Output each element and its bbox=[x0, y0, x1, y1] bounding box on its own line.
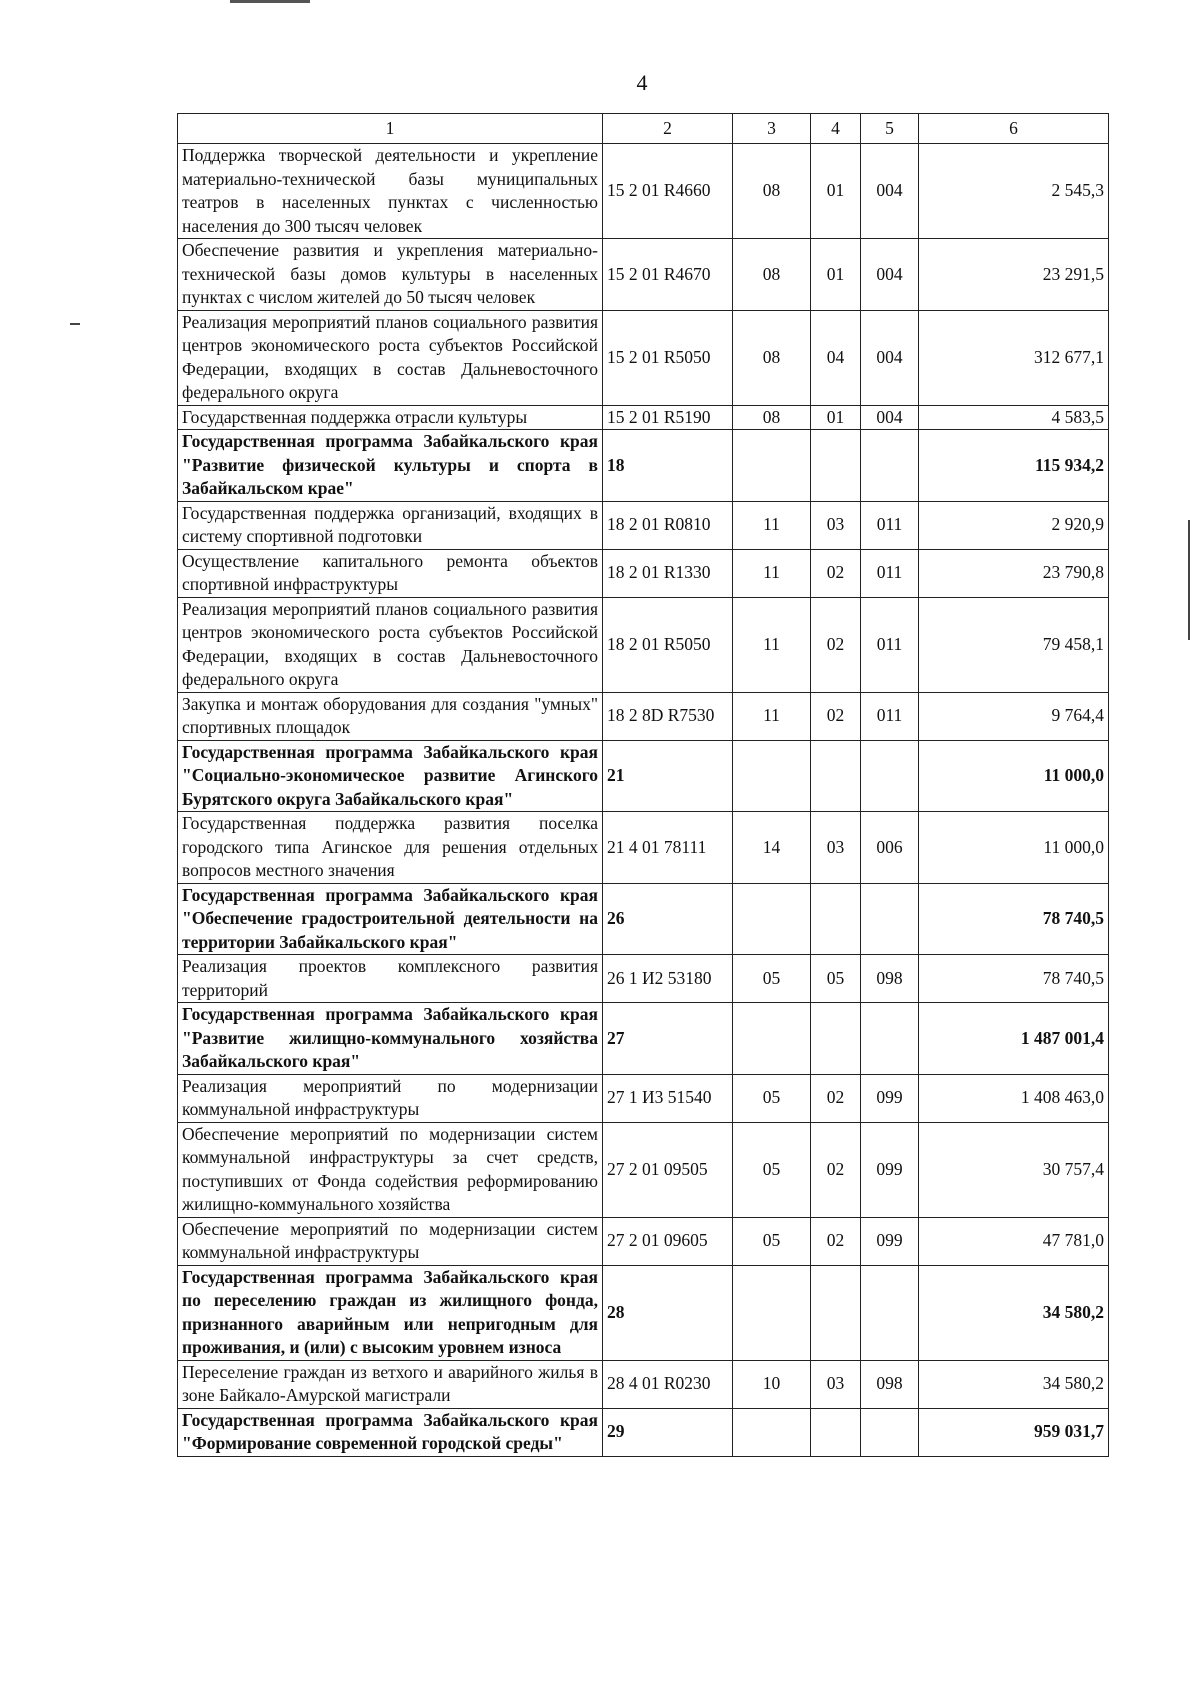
column-header: 3 bbox=[733, 114, 811, 144]
table-row bbox=[178, 239, 1109, 311]
row-amount-cell: 47 781,0 bbox=[919, 1217, 1109, 1265]
program-row bbox=[178, 1265, 1109, 1360]
row-subsection-cell: 01 bbox=[811, 405, 861, 430]
row-section-cell: 08 bbox=[733, 405, 811, 430]
row-amount-cell: 312 677,1 bbox=[919, 310, 1109, 405]
scan-artifact-line bbox=[230, 0, 310, 3]
table-body bbox=[178, 144, 1109, 1457]
row-amount-cell: 79 458,1 bbox=[919, 597, 1109, 692]
row-ministry-cell: 011 bbox=[861, 692, 919, 740]
table-row bbox=[178, 144, 1109, 239]
row-name-cell: Реализация проектов комплексного развития территорий bbox=[178, 955, 603, 1003]
table-row bbox=[178, 692, 1109, 740]
row-amount-cell: 1 487 001,4 bbox=[919, 1003, 1109, 1075]
row-amount-cell: 11 000,0 bbox=[919, 740, 1109, 812]
row-code-cell: 27 2 01 09505 bbox=[603, 1122, 733, 1217]
table-row bbox=[178, 310, 1109, 405]
column-header: 4 bbox=[811, 114, 861, 144]
row-ministry-cell bbox=[861, 1003, 919, 1075]
table-row bbox=[178, 405, 1109, 430]
row-section-cell: 08 bbox=[733, 144, 811, 239]
row-section-cell: 05 bbox=[733, 1074, 811, 1122]
table-header-row bbox=[178, 114, 1109, 144]
row-subsection-cell: 04 bbox=[811, 310, 861, 405]
row-ministry-cell bbox=[861, 430, 919, 502]
row-code-cell: 29 bbox=[603, 1408, 733, 1456]
row-amount-cell: 34 580,2 bbox=[919, 1265, 1109, 1360]
row-ministry-cell bbox=[861, 883, 919, 955]
row-code-cell: 18 2 8D R7530 bbox=[603, 692, 733, 740]
row-ministry-cell: 004 bbox=[861, 239, 919, 311]
row-subsection-cell: 05 bbox=[811, 955, 861, 1003]
row-amount-cell: 9 764,4 bbox=[919, 692, 1109, 740]
program-row bbox=[178, 883, 1109, 955]
row-subsection-cell bbox=[811, 740, 861, 812]
column-header: 2 bbox=[603, 114, 733, 144]
row-subsection-cell: 03 bbox=[811, 501, 861, 549]
table-row bbox=[178, 812, 1109, 884]
row-amount-cell: 959 031,7 bbox=[919, 1408, 1109, 1456]
row-ministry-cell: 011 bbox=[861, 549, 919, 597]
row-name-cell: Осуществление капитального ремонта объектов спортивной инфраструктуры bbox=[178, 549, 603, 597]
row-section-cell: 08 bbox=[733, 310, 811, 405]
program-row bbox=[178, 1003, 1109, 1075]
row-name-cell: Обеспечение мероприятий по модернизации систем коммунальной инфраструктуры bbox=[178, 1217, 603, 1265]
row-ministry-cell: 004 bbox=[861, 144, 919, 239]
row-subsection-cell bbox=[811, 430, 861, 502]
row-amount-cell: 34 580,2 bbox=[919, 1360, 1109, 1408]
row-code-cell: 18 2 01 R0810 bbox=[603, 501, 733, 549]
row-subsection-cell: 03 bbox=[811, 1360, 861, 1408]
row-section-cell bbox=[733, 883, 811, 955]
row-ministry-cell: 011 bbox=[861, 501, 919, 549]
row-ministry-cell bbox=[861, 1265, 919, 1360]
row-amount-cell: 23 790,8 bbox=[919, 549, 1109, 597]
row-code-cell: 15 2 01 R5050 bbox=[603, 310, 733, 405]
table-row bbox=[178, 955, 1109, 1003]
row-code-cell: 15 2 01 R4670 bbox=[603, 239, 733, 311]
row-section-cell bbox=[733, 1265, 811, 1360]
row-amount-cell: 2 545,3 bbox=[919, 144, 1109, 239]
row-name-cell: Государственная программа Забайкальского края "Развитие физической культуры и спорта в Забайкальском крае" bbox=[178, 430, 603, 502]
row-code-cell: 28 4 01 R0230 bbox=[603, 1360, 733, 1408]
row-code-cell: 18 2 01 R1330 bbox=[603, 549, 733, 597]
table-row bbox=[178, 1217, 1109, 1265]
row-code-cell: 27 bbox=[603, 1003, 733, 1075]
row-name-cell: Обеспечение развития и укрепления материально-технической базы домов культуры в населенных пунктах с числом жителей до 50 тысяч человек bbox=[178, 239, 603, 311]
row-ministry-cell: 004 bbox=[861, 405, 919, 430]
row-section-cell: 11 bbox=[733, 549, 811, 597]
row-subsection-cell: 02 bbox=[811, 692, 861, 740]
row-section-cell: 11 bbox=[733, 692, 811, 740]
row-name-cell: Поддержка творческой деятельности и укрепление материально-технической базы муниципальных театров в населенных пунктах с численностью населения до 300 тысяч человек bbox=[178, 144, 603, 239]
row-ministry-cell: 098 bbox=[861, 955, 919, 1003]
row-section-cell bbox=[733, 1408, 811, 1456]
row-ministry-cell: 004 bbox=[861, 310, 919, 405]
row-section-cell: 05 bbox=[733, 955, 811, 1003]
row-section-cell bbox=[733, 430, 811, 502]
program-row bbox=[178, 430, 1109, 502]
table-row bbox=[178, 1122, 1109, 1217]
row-subsection-cell: 02 bbox=[811, 597, 861, 692]
row-amount-cell: 4 583,5 bbox=[919, 405, 1109, 430]
row-ministry-cell: 011 bbox=[861, 597, 919, 692]
row-code-cell: 18 bbox=[603, 430, 733, 502]
row-name-cell: Государственная программа Забайкальского края по переселению граждан из жилищного фонда, признанного аварийным или непригодным для проживания, и (или) с высоким уровнем износа bbox=[178, 1265, 603, 1360]
row-section-cell: 10 bbox=[733, 1360, 811, 1408]
row-code-cell: 28 bbox=[603, 1265, 733, 1360]
row-subsection-cell bbox=[811, 1265, 861, 1360]
column-header: 6 bbox=[919, 114, 1109, 144]
row-ministry-cell: 006 bbox=[861, 812, 919, 884]
row-subsection-cell: 02 bbox=[811, 549, 861, 597]
row-name-cell: Государственная программа Забайкальского края "Развитие жилищно-коммунального хозяйства Забайкальского края" bbox=[178, 1003, 603, 1075]
row-name-cell: Государственная поддержка отрасли культуры bbox=[178, 405, 603, 430]
row-code-cell: 27 2 01 09605 bbox=[603, 1217, 733, 1265]
page-number: 4 bbox=[636, 70, 648, 95]
row-code-cell: 27 1 И3 51540 bbox=[603, 1074, 733, 1122]
column-header: 1 bbox=[178, 114, 603, 144]
row-section-cell: 08 bbox=[733, 239, 811, 311]
row-name-cell: Государственная программа Забайкальского края "Обеспечение градостроительной деятельности на территории Забайкальского края" bbox=[178, 883, 603, 955]
row-subsection-cell bbox=[811, 883, 861, 955]
row-amount-cell: 115 934,2 bbox=[919, 430, 1109, 502]
table-row bbox=[178, 1360, 1109, 1408]
row-code-cell: 26 1 И2 53180 bbox=[603, 955, 733, 1003]
row-amount-cell: 11 000,0 bbox=[919, 812, 1109, 884]
row-subsection-cell: 02 bbox=[811, 1217, 861, 1265]
budget-table bbox=[177, 113, 1109, 1457]
program-row bbox=[178, 740, 1109, 812]
column-header: 5 bbox=[861, 114, 919, 144]
row-section-cell: 11 bbox=[733, 501, 811, 549]
row-subsection-cell: 01 bbox=[811, 144, 861, 239]
row-subsection-cell bbox=[811, 1003, 861, 1075]
row-name-cell: Государственная программа Забайкальского края "Социально-экономическое развитие Агинского Бурятского округа Забайкальского края" bbox=[178, 740, 603, 812]
row-section-cell: 05 bbox=[733, 1217, 811, 1265]
row-code-cell: 15 2 01 R5190 bbox=[603, 405, 733, 430]
row-name-cell: Реализация мероприятий планов социального развития центров экономического роста субъектов Российской Федерации, входящих в состав Дальневосточного федерального округа bbox=[178, 310, 603, 405]
row-name-cell: Государственная программа Забайкальского края "Формирование современной городской среды" bbox=[178, 1408, 603, 1456]
row-ministry-cell: 099 bbox=[861, 1217, 919, 1265]
table-row bbox=[178, 501, 1109, 549]
scan-artifact-mark bbox=[1188, 520, 1190, 640]
row-code-cell: 18 2 01 R5050 bbox=[603, 597, 733, 692]
row-section-cell: 05 bbox=[733, 1122, 811, 1217]
scan-artifact-mark bbox=[70, 323, 80, 325]
table-row bbox=[178, 549, 1109, 597]
row-ministry-cell: 099 bbox=[861, 1074, 919, 1122]
row-amount-cell: 78 740,5 bbox=[919, 883, 1109, 955]
row-code-cell: 21 bbox=[603, 740, 733, 812]
row-amount-cell: 78 740,5 bbox=[919, 955, 1109, 1003]
row-amount-cell: 1 408 463,0 bbox=[919, 1074, 1109, 1122]
row-name-cell: Закупка и монтаж оборудования для создания "умных" спортивных площадок bbox=[178, 692, 603, 740]
row-name-cell: Реализация мероприятий по модернизации коммунальной инфраструктуры bbox=[178, 1074, 603, 1122]
row-ministry-cell: 098 bbox=[861, 1360, 919, 1408]
row-subsection-cell: 02 bbox=[811, 1074, 861, 1122]
row-name-cell: Государственная поддержка организаций, входящих в систему спортивной подготовки bbox=[178, 501, 603, 549]
row-subsection-cell: 01 bbox=[811, 239, 861, 311]
row-name-cell: Обеспечение мероприятий по модернизации систем коммунальной инфраструктуры за счет средств, поступивших от Фонда содействия реформированию жилищно-коммунального хозяйства bbox=[178, 1122, 603, 1217]
row-code-cell: 15 2 01 R4660 bbox=[603, 144, 733, 239]
table-row bbox=[178, 1074, 1109, 1122]
row-code-cell: 21 4 01 78111 bbox=[603, 812, 733, 884]
row-section-cell bbox=[733, 1003, 811, 1075]
row-section-cell: 11 bbox=[733, 597, 811, 692]
row-amount-cell: 2 920,9 bbox=[919, 501, 1109, 549]
row-name-cell: Переселение граждан из ветхого и аварийного жилья в зоне Байкало-Амурской магистрали bbox=[178, 1360, 603, 1408]
row-subsection-cell bbox=[811, 1408, 861, 1456]
table-row bbox=[178, 597, 1109, 692]
row-ministry-cell bbox=[861, 740, 919, 812]
row-section-cell: 14 bbox=[733, 812, 811, 884]
program-row bbox=[178, 1408, 1109, 1456]
row-amount-cell: 30 757,4 bbox=[919, 1122, 1109, 1217]
row-subsection-cell: 02 bbox=[811, 1122, 861, 1217]
row-section-cell bbox=[733, 740, 811, 812]
row-name-cell: Реализация мероприятий планов социального развития центров экономического роста субъектов Российской Федерации, входящих в состав Дальневосточного федерального округа bbox=[178, 597, 603, 692]
row-code-cell: 26 bbox=[603, 883, 733, 955]
row-name-cell: Государственная поддержка развития поселка городского типа Агинское для решения отдельных вопросов местного значения bbox=[178, 812, 603, 884]
row-ministry-cell: 099 bbox=[861, 1122, 919, 1217]
row-amount-cell: 23 291,5 bbox=[919, 239, 1109, 311]
row-ministry-cell bbox=[861, 1408, 919, 1456]
row-subsection-cell: 03 bbox=[811, 812, 861, 884]
